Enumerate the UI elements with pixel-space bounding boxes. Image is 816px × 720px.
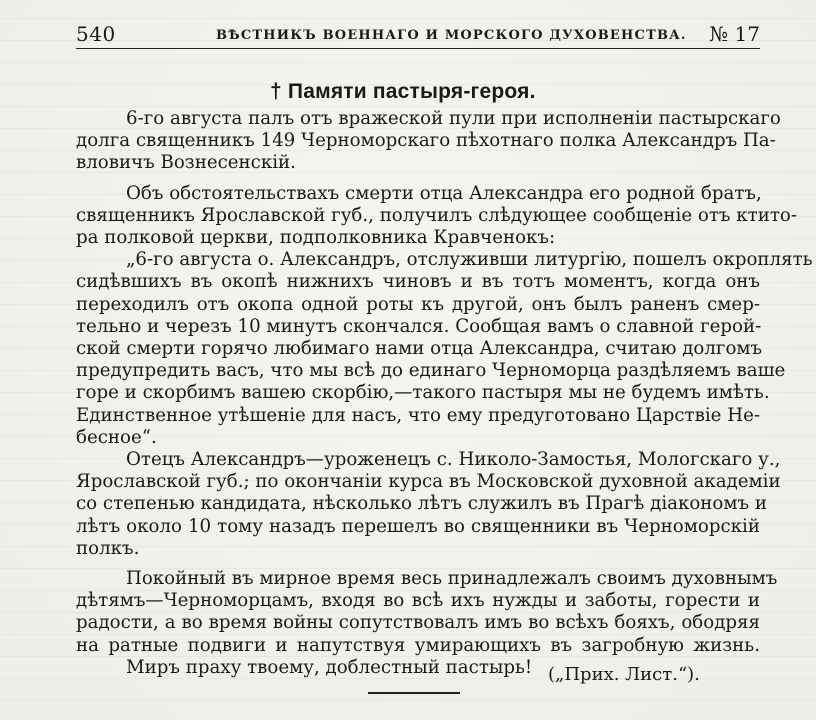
text-line: „6-го августа о. Александръ, отслуживши литургію, пошелъ окроплять [126,249,813,271]
text-line: Покойный въ мирное время весь принадлежалъ своимъ духовнымъ [126,568,778,590]
paragraph-quote [76,249,813,449]
text-line: ра полковой церкви, подполковника Кравченокъ: [76,227,556,249]
text-line: священникъ Ярославской губ., получилъ слѣдующее сообщеніе отъ ктито- [76,204,797,226]
paragraph-1 [76,108,781,175]
text-line: переходилъ отъ окопа одной роты къ другой, онъ былъ раненъ смер- [76,293,760,315]
text-line: дѣтямъ—Черноморцамъ, входя во всѣ ихъ нужды и заботы, горести и [76,590,760,612]
text-line: со степенью кандидата, нѣсколько лѣтъ служилъ въ Прагѣ діакономъ и [76,493,767,515]
text-line: Объ обстоятельствахъ смерти отца Александра его родной братъ, [126,182,762,204]
paragraph-2 [76,182,797,250]
text-line: долга священникъ 149 Черноморскаго пѣхотнаго полка Александръ Па- [76,130,776,152]
text-line: горе и скорбимъ вашею скорбію,—такого пастыря мы не будемъ имѣть. [76,382,770,404]
running-title: ВѢСТНИКЪ ВОЕННАГО И МОРСКОГО ДУХОВЕНСТВА. [216,28,687,43]
text-line: бесное“. [76,426,157,448]
paragraph-4 [76,449,781,560]
article-title: † Памяти пастыря-героя. [270,80,536,103]
text-line: Ярославской губ.; по окончаніи курса въ Московской духовной академіи [76,471,781,493]
text-line: Единственное утѣшеніе для насъ, что ему предуготовано Царствіе Не- [76,404,760,426]
text-line: 6-го августа палъ отъ вражеской пули при исполненіи пастырскаго [126,108,781,129]
source-citation: („Прих. Лист.“). [548,664,700,685]
issue-number: № 17 [709,22,760,46]
paragraph-5 [76,568,778,679]
text-line: предупредить васъ, что мы всѣ до единаго Черноморца раздѣляемъ ваше [76,360,786,382]
text-line: тельно и черезъ 10 минутъ скончался. Сообщая вамъ о славной герой- [76,315,762,337]
text-line: вловичъ Вознесенскій. [76,152,296,174]
text-line: полкъ. [76,537,140,559]
page-header [76,22,760,49]
text-line: радости, а во время войны сопутствовалъ имъ во всѣхъ бояхъ, ободряя [76,612,760,634]
article-body [76,108,813,679]
text-line: сидѣвшихъ въ окопѣ нижнихъ чиновъ и въ тотъ моментъ, когда онъ [76,271,760,293]
page-number: 540 [76,22,116,46]
text-line: лѣтъ около 10 тому назадъ перешелъ во священники въ Черноморскій [76,515,760,537]
text-line: Отецъ Александръ—уроженецъ с. Николо-Замостья, Мологскаго у., [126,449,781,471]
closing-rule [368,692,460,694]
text-line: на ратные подвиги и напутствуя умирающихъ въ загробную жизнь. [76,634,760,656]
text-line: Миръ праху твоему, доблестный пастырь! [126,656,533,678]
text-line: ской смерти горячо любимаго нами отца Александра, считаю долгомъ [76,338,763,360]
